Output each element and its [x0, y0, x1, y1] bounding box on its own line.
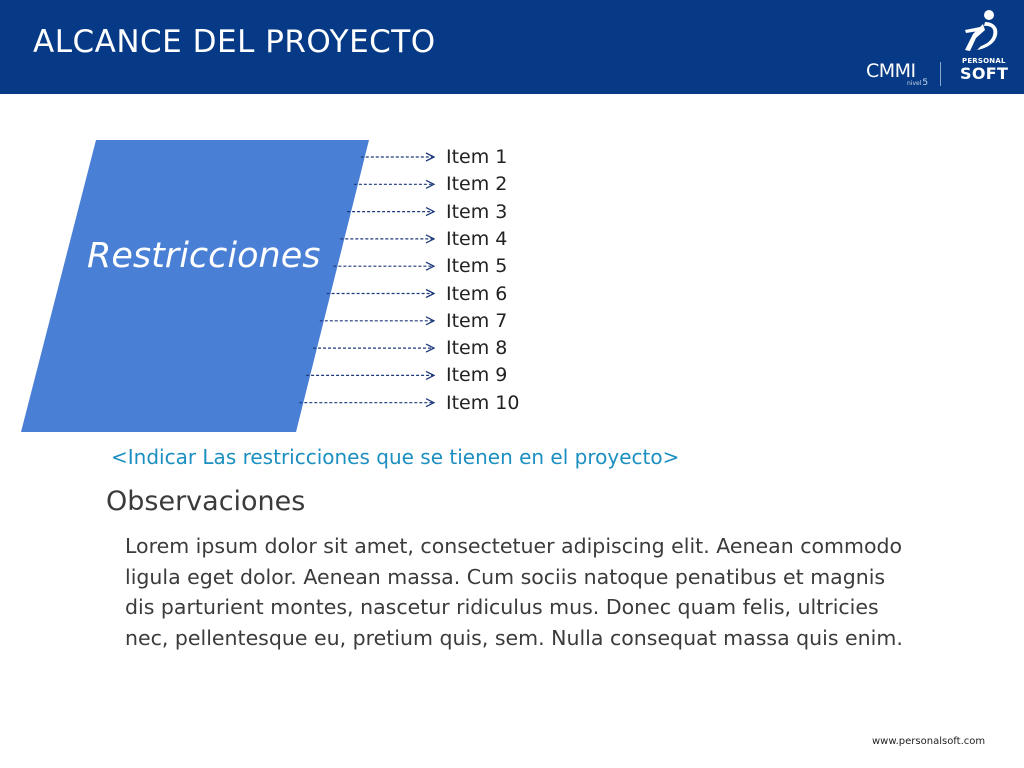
item-label: Item 9	[446, 364, 508, 387]
item-label: Item 6	[446, 282, 508, 305]
item-label: Item 1	[446, 146, 508, 168]
cmmi-level-word: nivel	[907, 80, 922, 87]
cmmi-label: CMMI	[866, 60, 916, 82]
logo-text-soft: SOFT	[960, 64, 1009, 83]
observations-title: Observaciones	[106, 486, 306, 517]
footer-url: www.personalsoft.com	[872, 736, 986, 747]
restricciones-box	[21, 140, 369, 432]
item-label: Item 3	[446, 200, 508, 223]
cmmi-level-number: 5	[922, 78, 929, 88]
item-label: Item 4	[446, 227, 508, 250]
item-label: Item 10	[446, 391, 520, 414]
item-label: Item 5	[446, 255, 508, 278]
item-label: Item 8	[446, 337, 508, 360]
observations-body: Lorem ipsum dolor sit amet, consectetuer adipiscing elit. Aenean commodo ligula eget dolor. Aenean massa. Cum sociis natoque penatibus et magnis dis parturient montes, nascetur ridiculus mus. Donec quam felis, ultricies nec, pellentesque eu, pretium quis, sem. Nulla consequat massa quis enim.	[125, 534, 903, 650]
logo-text-personal: PERSONAL	[962, 57, 1006, 65]
restricciones-label: Restricciones	[87, 236, 321, 276]
item-label: Item 2	[446, 173, 508, 196]
indicate-restrictions-text: <Indicar Las restricciones que se tienen en el proyecto>	[111, 445, 680, 469]
item-label: Item 7	[446, 309, 508, 332]
page-title: ALCANCE DEL PROYECTO	[33, 24, 436, 60]
